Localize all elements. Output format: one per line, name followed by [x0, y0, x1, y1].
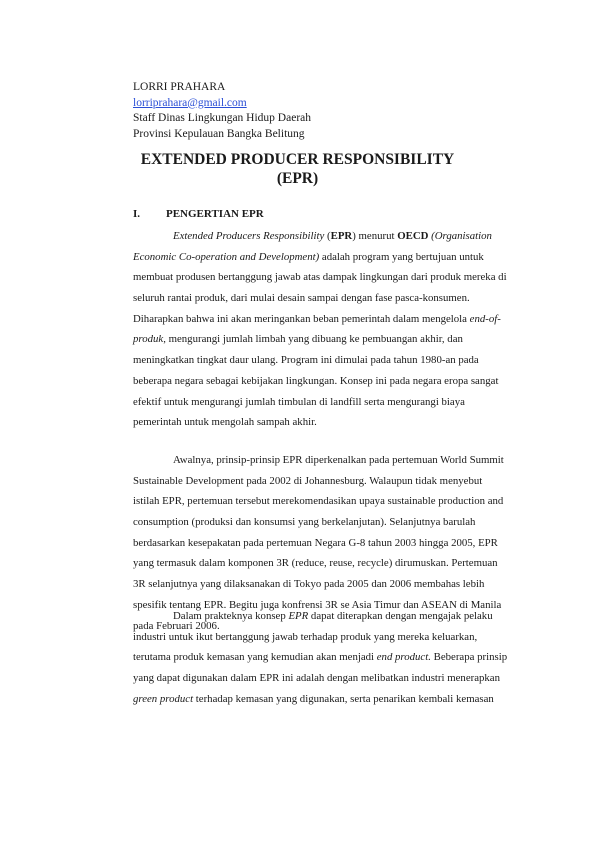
title-line-2: (EPR)	[276, 170, 319, 187]
text-line: pada Februari 2006.	[133, 619, 220, 632]
text-line: pemerintah untuk mengolah sampah akhir.	[133, 416, 317, 429]
text-line: yang dapat digunakan dalam EPR ini adalah dengan melibatkan industri menerapkan	[133, 672, 500, 685]
text-line: 3R selanjutnya yang dilaksanakan di Tokyo pada 2005 dan 2006 membahas lebih	[133, 578, 485, 591]
text-line: beberapa negara sebagai kebijakan lingkungan. Konsep ini pada negara eropa sangat	[133, 374, 499, 387]
section-title: PENGERTIAN EPR	[166, 208, 264, 220]
text-line: membuat produsen bertanggung jawab atas dampak lingkungan dari produk mereka di	[133, 271, 507, 284]
section-heading	[133, 208, 264, 220]
author-name: LORRI PRAHARA	[133, 81, 226, 93]
text-line: spesifik tentang EPR. Begitu juga konfrensi 3R se Asia Timur dan ASEAN di Manila	[133, 598, 502, 611]
text-line: Extended Producers Responsibility (EPR) menurut OECD (Organisation	[173, 230, 492, 242]
text-line: Economic Co-operation and Development) adalah program yang bertujuan untuk	[133, 250, 484, 263]
term-oecd: OECD	[397, 230, 429, 242]
text-line: istilah EPR, pertemuan tersebut merekomendasikan upaya sustainable production and	[133, 495, 504, 508]
text-line: efektif untuk mengurangi jumlah timbulan di landfill serta mengurangi biaya	[133, 395, 465, 408]
text-line: seluruh rantai produk, dari mulai desain sampai dengan fase pasca-konsumen.	[133, 292, 470, 305]
text-line: industri untuk ikut bertanggung jawab terhadap produk yang mereka keluarkan,	[133, 630, 478, 643]
author-organization: Provinsi Kepulauan Bangka Belitung	[133, 127, 305, 140]
text-line: Dalam prakteknya konsep EPR dapat diterapkan dengan mengajak pelaku	[173, 610, 493, 622]
text-line: produk, mengurangi jumlah limbah yang dibuang ke pembuangan akhir, dan	[133, 333, 463, 346]
text-line: green product terhadap kemasan yang digunakan, serta penarikan kembali kemasan	[133, 692, 494, 705]
text-line: Sustainable Development pada 2002 di Johannesburg. Walaupun tidak menyebut	[133, 474, 483, 487]
author-email-link[interactable]: lorriprahara@gmail.com	[133, 96, 247, 109]
text-line: Awalnya, prinsip-prinsip EPR diperkenalkan pada pertemuan World Summit	[173, 454, 504, 466]
section-number: I.	[133, 208, 141, 220]
title-line-1: EXTENDED PRODUCER RESPONSIBILITY	[140, 151, 455, 168]
author-position: Staff Dinas Lingkungan Hidup Daerah	[133, 112, 311, 124]
paragraph-3	[133, 606, 509, 709]
document-title	[0, 150, 595, 188]
text-line: Diharapkan bahwa ini akan meringankan beban pemerintah dalam mengelola end-of-	[133, 312, 501, 325]
paragraph-1	[133, 226, 509, 433]
text-line: terutama produk kemasan yang kemudian akan menjadi end product. Beberapa prinsip	[133, 651, 508, 664]
text-line: meningkatkan tingkat daur ulang. Program ini dimulai pada tahun 1980-an pada	[133, 354, 479, 367]
text-line: yang termasuk dalam komponen 3R (reduce, reuse, recycle) dirumuskan. Pertemuan	[133, 557, 498, 570]
text-line: berdasarkan kesepakatan pada pertemuan Negara G-8 tahun 2003 hingga 2005, EPR	[133, 536, 498, 549]
text-line: consumption (produksi dan konsumsi yang berkelanjutan). Selanjutnya barulah	[133, 516, 476, 529]
term-epr: Extended Producers Responsibility	[173, 230, 325, 242]
author-block	[133, 80, 311, 142]
